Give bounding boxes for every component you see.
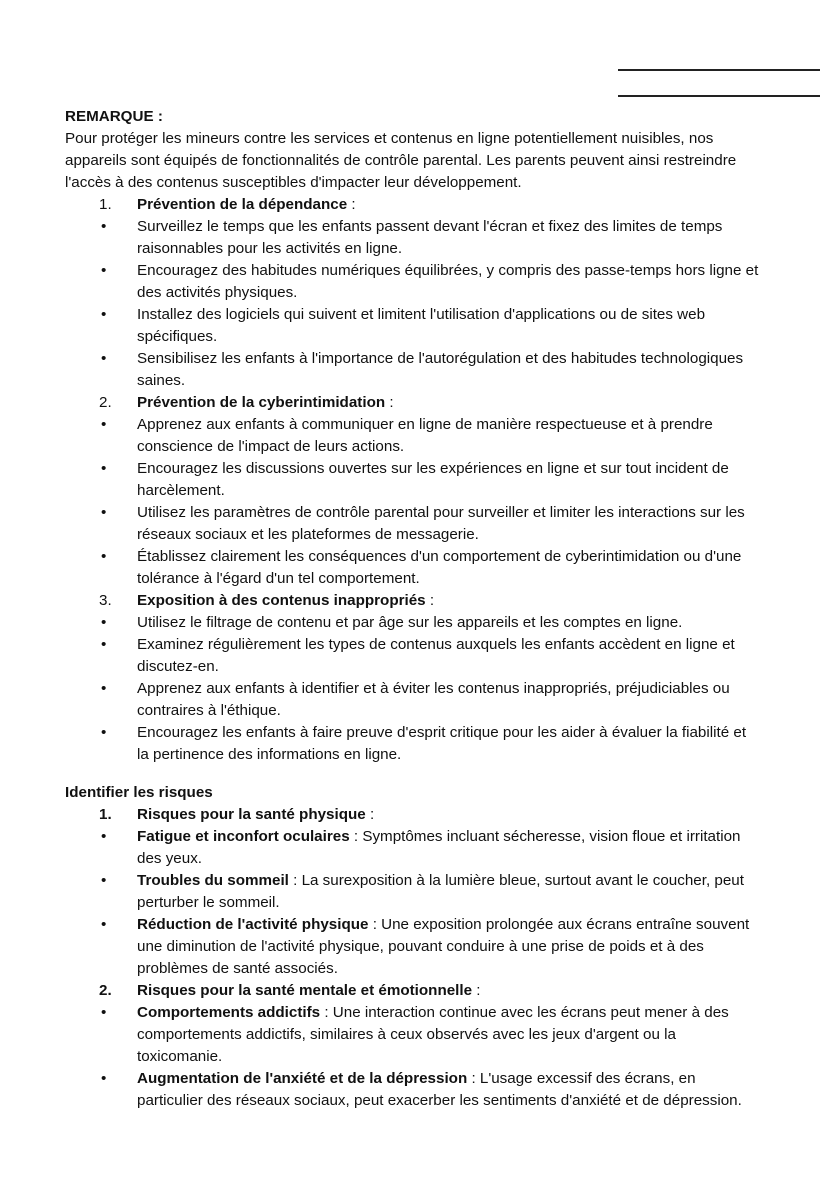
item-text: Encouragez les discussions ouvertes sur les expériences en ligne et sur tout incident de harcèlement.	[137, 460, 729, 499]
list-item	[65, 458, 761, 502]
bullet-icon: •	[101, 218, 107, 235]
item-text: Apprenez aux enfants à identifier et à éviter les contenus inappropriés, préjudiciables ou contraires à l'éthique.	[137, 680, 730, 719]
section-number: 1.	[99, 196, 112, 213]
item-text: : Symptômes incluant sécheresse, vision floue et irritation des yeux.	[137, 828, 741, 867]
risks-heading: Identifier les risques	[65, 784, 213, 801]
bullet-icon: •	[101, 872, 107, 889]
risks-list	[65, 804, 765, 1112]
list-item	[65, 634, 761, 678]
list-item	[65, 870, 761, 914]
item-text: Encouragez les enfants à faire preuve d'esprit critique pour les aider à évaluer la fiabilité et la pertinence des informations en ligne.	[137, 724, 747, 763]
item-term: Troubles du sommeil	[137, 872, 289, 889]
section-suffix: :	[347, 196, 356, 213]
list-item	[65, 678, 761, 722]
remark-intro: Pour protéger les mineurs contre les services et contenus en ligne potentiellement nuisibles, nos appareils sont équipés de fonctionnalités de contrôle parental. Les parents peuvent ainsi restreindre l'accès à des contenus susceptibles d'impacter leur développement.	[65, 130, 737, 191]
list-item	[65, 502, 761, 546]
bullet-icon: •	[101, 262, 107, 279]
section-title: Risques pour la santé physique	[137, 806, 366, 823]
bullet-icon: •	[101, 416, 107, 433]
item-term: Fatigue et inconfort oculaires	[137, 828, 350, 845]
item-text: : Une exposition prolongée aux écrans entraîne souvent une diminution de l'activité physique, pouvant conduire à une prise de poids et à des problèmes de santé associés.	[137, 916, 750, 977]
bullet-icon: •	[101, 636, 107, 653]
list-item	[65, 216, 761, 260]
item-text: Établissez clairement les conséquences d'un comportement de cyberintimidation ou d'une tolérance à l'égard d'un tel comportement.	[137, 548, 742, 587]
remark-list	[65, 194, 765, 766]
bullet-icon: •	[101, 548, 107, 565]
section-title: Prévention de la dépendance	[137, 196, 348, 213]
item-text: Examinez régulièrement les types de contenus auxquels les enfants accèdent en ligne et discutez-en.	[137, 636, 735, 675]
list-item	[65, 1002, 761, 1068]
section-suffix: :	[385, 394, 394, 411]
item-text: Apprenez aux enfants à communiquer en ligne de manière respectueuse et à prendre conscience de l'impact de leurs actions.	[137, 416, 713, 455]
item-term: Réduction de l'activité physique	[137, 916, 369, 933]
list-item	[65, 260, 761, 304]
section-heading	[65, 980, 761, 1002]
section-suffix: :	[425, 592, 435, 609]
section-number: 3.	[99, 592, 112, 609]
document-body	[65, 106, 765, 1112]
bullet-icon: •	[101, 916, 107, 933]
bullet-icon: •	[101, 350, 107, 367]
bullet-icon: •	[101, 614, 107, 631]
bullet-icon: •	[101, 306, 107, 323]
section-heading	[65, 804, 761, 826]
item-text: : La surexposition à la lumière bleue, surtout avant le coucher, peut perturber le sommeil.	[137, 872, 744, 911]
section-title: Exposition à des contenus inappropriés	[137, 592, 426, 609]
item-term: Comportements addictifs	[137, 1004, 321, 1021]
section-number: 2.	[99, 394, 112, 411]
list-item	[65, 914, 761, 980]
item-text: Sensibilisez les enfants à l'importance de l'autorégulation et des habitudes technologiques saines.	[137, 350, 744, 389]
item-text: Surveillez le temps que les enfants passent devant l'écran et fixez des limites de temps raisonnables pour les activités en ligne.	[137, 218, 723, 257]
list-item	[65, 826, 761, 870]
section-heading	[65, 194, 761, 216]
list-item	[65, 1068, 761, 1112]
item-text: Utilisez le filtrage de contenu et par âge sur les appareils et les comptes en ligne.	[137, 614, 683, 631]
item-text: Installez des logiciels qui suivent et limitent l'utilisation d'applications ou de sites web spécifiques.	[137, 306, 706, 345]
list-item	[65, 612, 761, 634]
header-rule-bottom	[618, 95, 820, 97]
item-text: : Une interaction continue avec les écrans peut mener à des comportements addictifs, similaires à ceux observés avec les jeux d'argent ou la toxicomanie.	[137, 1004, 729, 1065]
header-rule-top	[618, 69, 820, 71]
remark-heading: REMARQUE :	[65, 108, 163, 125]
item-term: Augmentation de l'anxiété et de la dépression	[137, 1070, 468, 1087]
section-title: Prévention de la cyberintimidation	[137, 394, 386, 411]
section-number: 2.	[99, 982, 112, 999]
section-suffix: :	[472, 982, 481, 999]
bullet-icon: •	[101, 1070, 107, 1087]
list-item	[65, 304, 761, 348]
bullet-icon: •	[101, 1004, 107, 1021]
section-number: 1.	[99, 806, 112, 823]
item-text: : L'usage excessif des écrans, en particulier des réseaux sociaux, peut exacerber les sentiments d'anxiété et de dépression.	[137, 1070, 742, 1109]
section-heading	[65, 590, 761, 612]
list-item	[65, 348, 761, 392]
bullet-icon: •	[101, 828, 107, 845]
item-text: Encouragez des habitudes numériques équilibrées, y compris des passe-temps hors ligne et des activités physiques.	[137, 262, 759, 301]
list-item	[65, 722, 761, 766]
list-item	[65, 414, 761, 458]
section-title: Risques pour la santé mentale et émotionnelle	[137, 982, 473, 999]
bullet-icon: •	[101, 460, 107, 477]
section-suffix: :	[365, 806, 375, 823]
section-heading	[65, 392, 761, 414]
bullet-icon: •	[101, 504, 107, 521]
list-item	[65, 546, 761, 590]
bullet-icon: •	[101, 724, 107, 741]
bullet-icon: •	[101, 680, 107, 697]
item-text: Utilisez les paramètres de contrôle parental pour surveiller et limiter les interactions sur les réseaux sociaux et les plateformes de messagerie.	[137, 504, 745, 543]
